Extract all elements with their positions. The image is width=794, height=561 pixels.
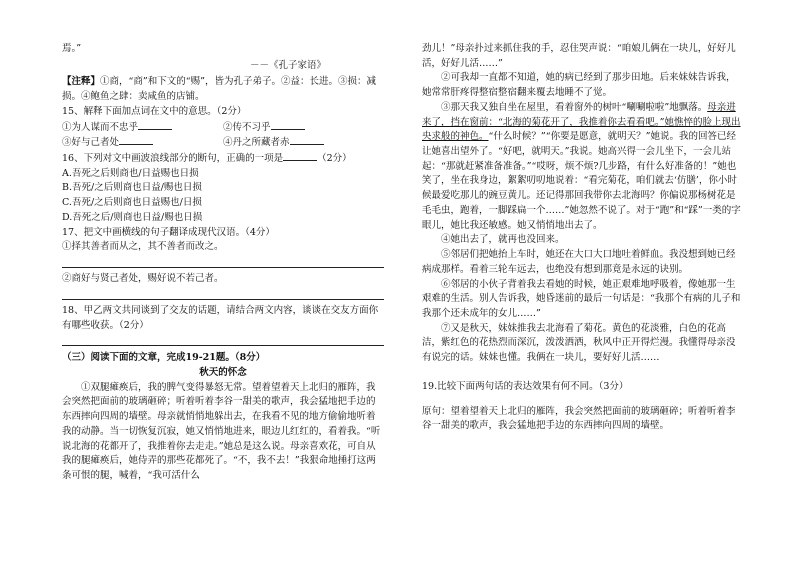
right-column [422, 42, 744, 434]
q16-option-a: A.吾死之后则商也/日益赐也日损 [62, 167, 199, 179]
q19-original-sentence [422, 405, 744, 434]
para3-opening: ③那天我又独自坐在屋里，看着窗外的树叶“唰唰啦啦”地飘落。 [441, 101, 708, 113]
q17-sentence-2: ②商好与贤己者处，赐好说不若己者。 [62, 273, 224, 285]
para3-rest: “什么时候？”“你要是愿意，就明天？”她说。我的回答已经让她喜出望外了。“好吧，就明天。”我说。她高兴得一会儿坐下，一会儿站起：“那就赶紧准备准备。”“哎呀，烦不烦?几步路，有什么好准备的！”她也笑了，坐在我身边，絮絮叨叨地说着：“看完菊花，咱们就去‘仿膳’，你小时候最爱吃那儿的豌豆黄儿。还记得那回我带你去北海吗？你偏说那杨树花是毛毛虫，跑着，一脚踩扁一个……”她忽然不说了。对于“跑”和“踩”一类的字眼儿，她比我还敏感。她又悄悄地出去了。 [422, 131, 741, 231]
original-label: 原句： [422, 405, 451, 417]
q15-blank-3[interactable] [119, 135, 153, 145]
article-title: 秋天的怀念 [199, 366, 247, 378]
annotation-note [62, 75, 384, 104]
q16-option-c: C.吾死/之后则商也日益赐也/日损 [62, 197, 202, 209]
section-3-heading: （三）阅读下面的文章，完成19-21题。（8分） [62, 352, 266, 364]
para3-underlined: 母亲进来了，挡在窗前：“北海的菊花开了，我推着你去看看吧。”她憔悴的脸上现出央求般的神色。 [422, 101, 741, 143]
article-paragraph-7: ⑦又是秋天，妹妹推我去北海看了菊花。黄色的花淡雅，白色的花高洁，紫红色的花热烈而深沉，泼泼洒洒，秋风中正开得烂漫。我懂得母亲没有说完的话。妹妹也懂。我俩在一块儿，要好好儿活…… [422, 322, 736, 364]
article-paragraph-2: ②可我却一直都不知道，她的病已经到了那步田地。后来妹妹告诉我，她常常肝疼得整宿整宿翻来覆去地睡不了觉。 [422, 72, 736, 99]
article-paragraph-4: ④她出去了，就再也没回来。 [441, 234, 565, 246]
q15-option-4: ④丹之所藏者赤 [223, 137, 290, 149]
note-label: 【注释】 [62, 76, 101, 88]
question-16 [62, 151, 384, 167]
q15-blank-2[interactable] [271, 120, 305, 130]
question-18: 18、甲乙两文共同谈到了交友的话题，请结合两文内容，谈谈在交友方面你有哪些收获。（2分） [62, 304, 379, 331]
classical-text-ending: 焉。” [62, 43, 82, 54]
article-paragraph-5: ⑤邻居们把她抬上车时，她还在大口大口地吐着鲜血。我没想到她已经病成那样。看着三轮车远去，也绝没有想到那竟是永远的诀别。 [422, 249, 736, 275]
q18-answer-line[interactable] [62, 337, 384, 346]
note-text: ①商，“商”和下文的“赐”，皆为孔子弟子。②益：长进。③损：减损。④鲍鱼之肆：卖咸鱼的店铺。 [62, 76, 376, 103]
q16-option-b: B.吾死/之后则商也日益/赐也日损 [62, 182, 202, 194]
q17-sentence-1: ①择其善者而从之，其不善者而改之。 [62, 241, 224, 253]
left-column [62, 42, 384, 484]
original-text: 望着望着天上北归的雁阵，我会突然把面前的玻璃砸碎；听着听着李谷一甜美的歌声，我会猛地把手边的东西摔向四周的墙壁。 [422, 405, 736, 432]
q16-score: （2分） [317, 153, 352, 165]
q15-blank-1[interactable] [138, 120, 172, 130]
article-paragraph-1-continued: 劲儿！”母亲扑过来抓住我的手，忍住哭声说：“咱娘儿俩在一块儿，好好儿活，好好儿活……” [422, 43, 736, 69]
q15-options-row-2 [62, 135, 384, 151]
q15-option-1: ①为人谋而不忠乎 [62, 121, 139, 133]
q15-blank-4[interactable] [290, 135, 324, 145]
q17-answer-line-2[interactable] [62, 291, 384, 300]
question-15: 15、解释下面加点词在文中的意思。（2分） [62, 105, 247, 117]
q16-text: 16、下列对文中画波浪线部分的断句，正确的一项是 [62, 153, 284, 165]
q15-option-3: ③好与己者处 [62, 137, 120, 149]
q16-blank[interactable] [283, 151, 317, 161]
question-19: 19.比较下面两句话的表达效果有何不同。（3分） [422, 380, 629, 392]
q16-option-d: D.吾死之后/则商也日益/赐也日损 [62, 211, 203, 223]
article-paragraph-1: ①双腿瘫痪后，我的脾气变得暴怒无常。望着望着天上北归的雁阵，我会突然把面前的玻璃砸碎；听着听着李谷一甜美的歌声，我会猛地把手边的东西摔向四周的墙壁。母亲就悄悄地躲出去，在我看不见的地方偷偷地听着我的动静。当一切恢复沉寂，她又悄悄地进来，眼边儿红红的，看着我。“听说北海的花都开了，我推着你去走走。”她总是这么说。母亲喜欢花，可自从我的腿瘫痪后，她侍弄的那些花都死了。“不，我不去！”我狠命地捶打这两条可恨的腿，喊着，“我可活什么 [62, 381, 381, 481]
q15-options-row-1 [62, 120, 384, 136]
q17-answer-line-1[interactable] [62, 259, 384, 268]
question-17: 17、把文中画横线的句子翻译成现代汉语。（4分） [62, 226, 275, 238]
article-paragraph-6: ⑥邻居的小伙子背着我去看她的时候，她正艰难地呼吸着，像她那一生艰难的生活。别人告诉我，她昏迷前的最后一句话是：“我那个有病的儿子和我那个还未成年的女儿……” [422, 278, 741, 319]
article-paragraph-3 [422, 101, 744, 233]
q15-option-2: ②传不习乎 [223, 121, 271, 133]
source-citation: －－《孔子家语》 [249, 59, 326, 71]
